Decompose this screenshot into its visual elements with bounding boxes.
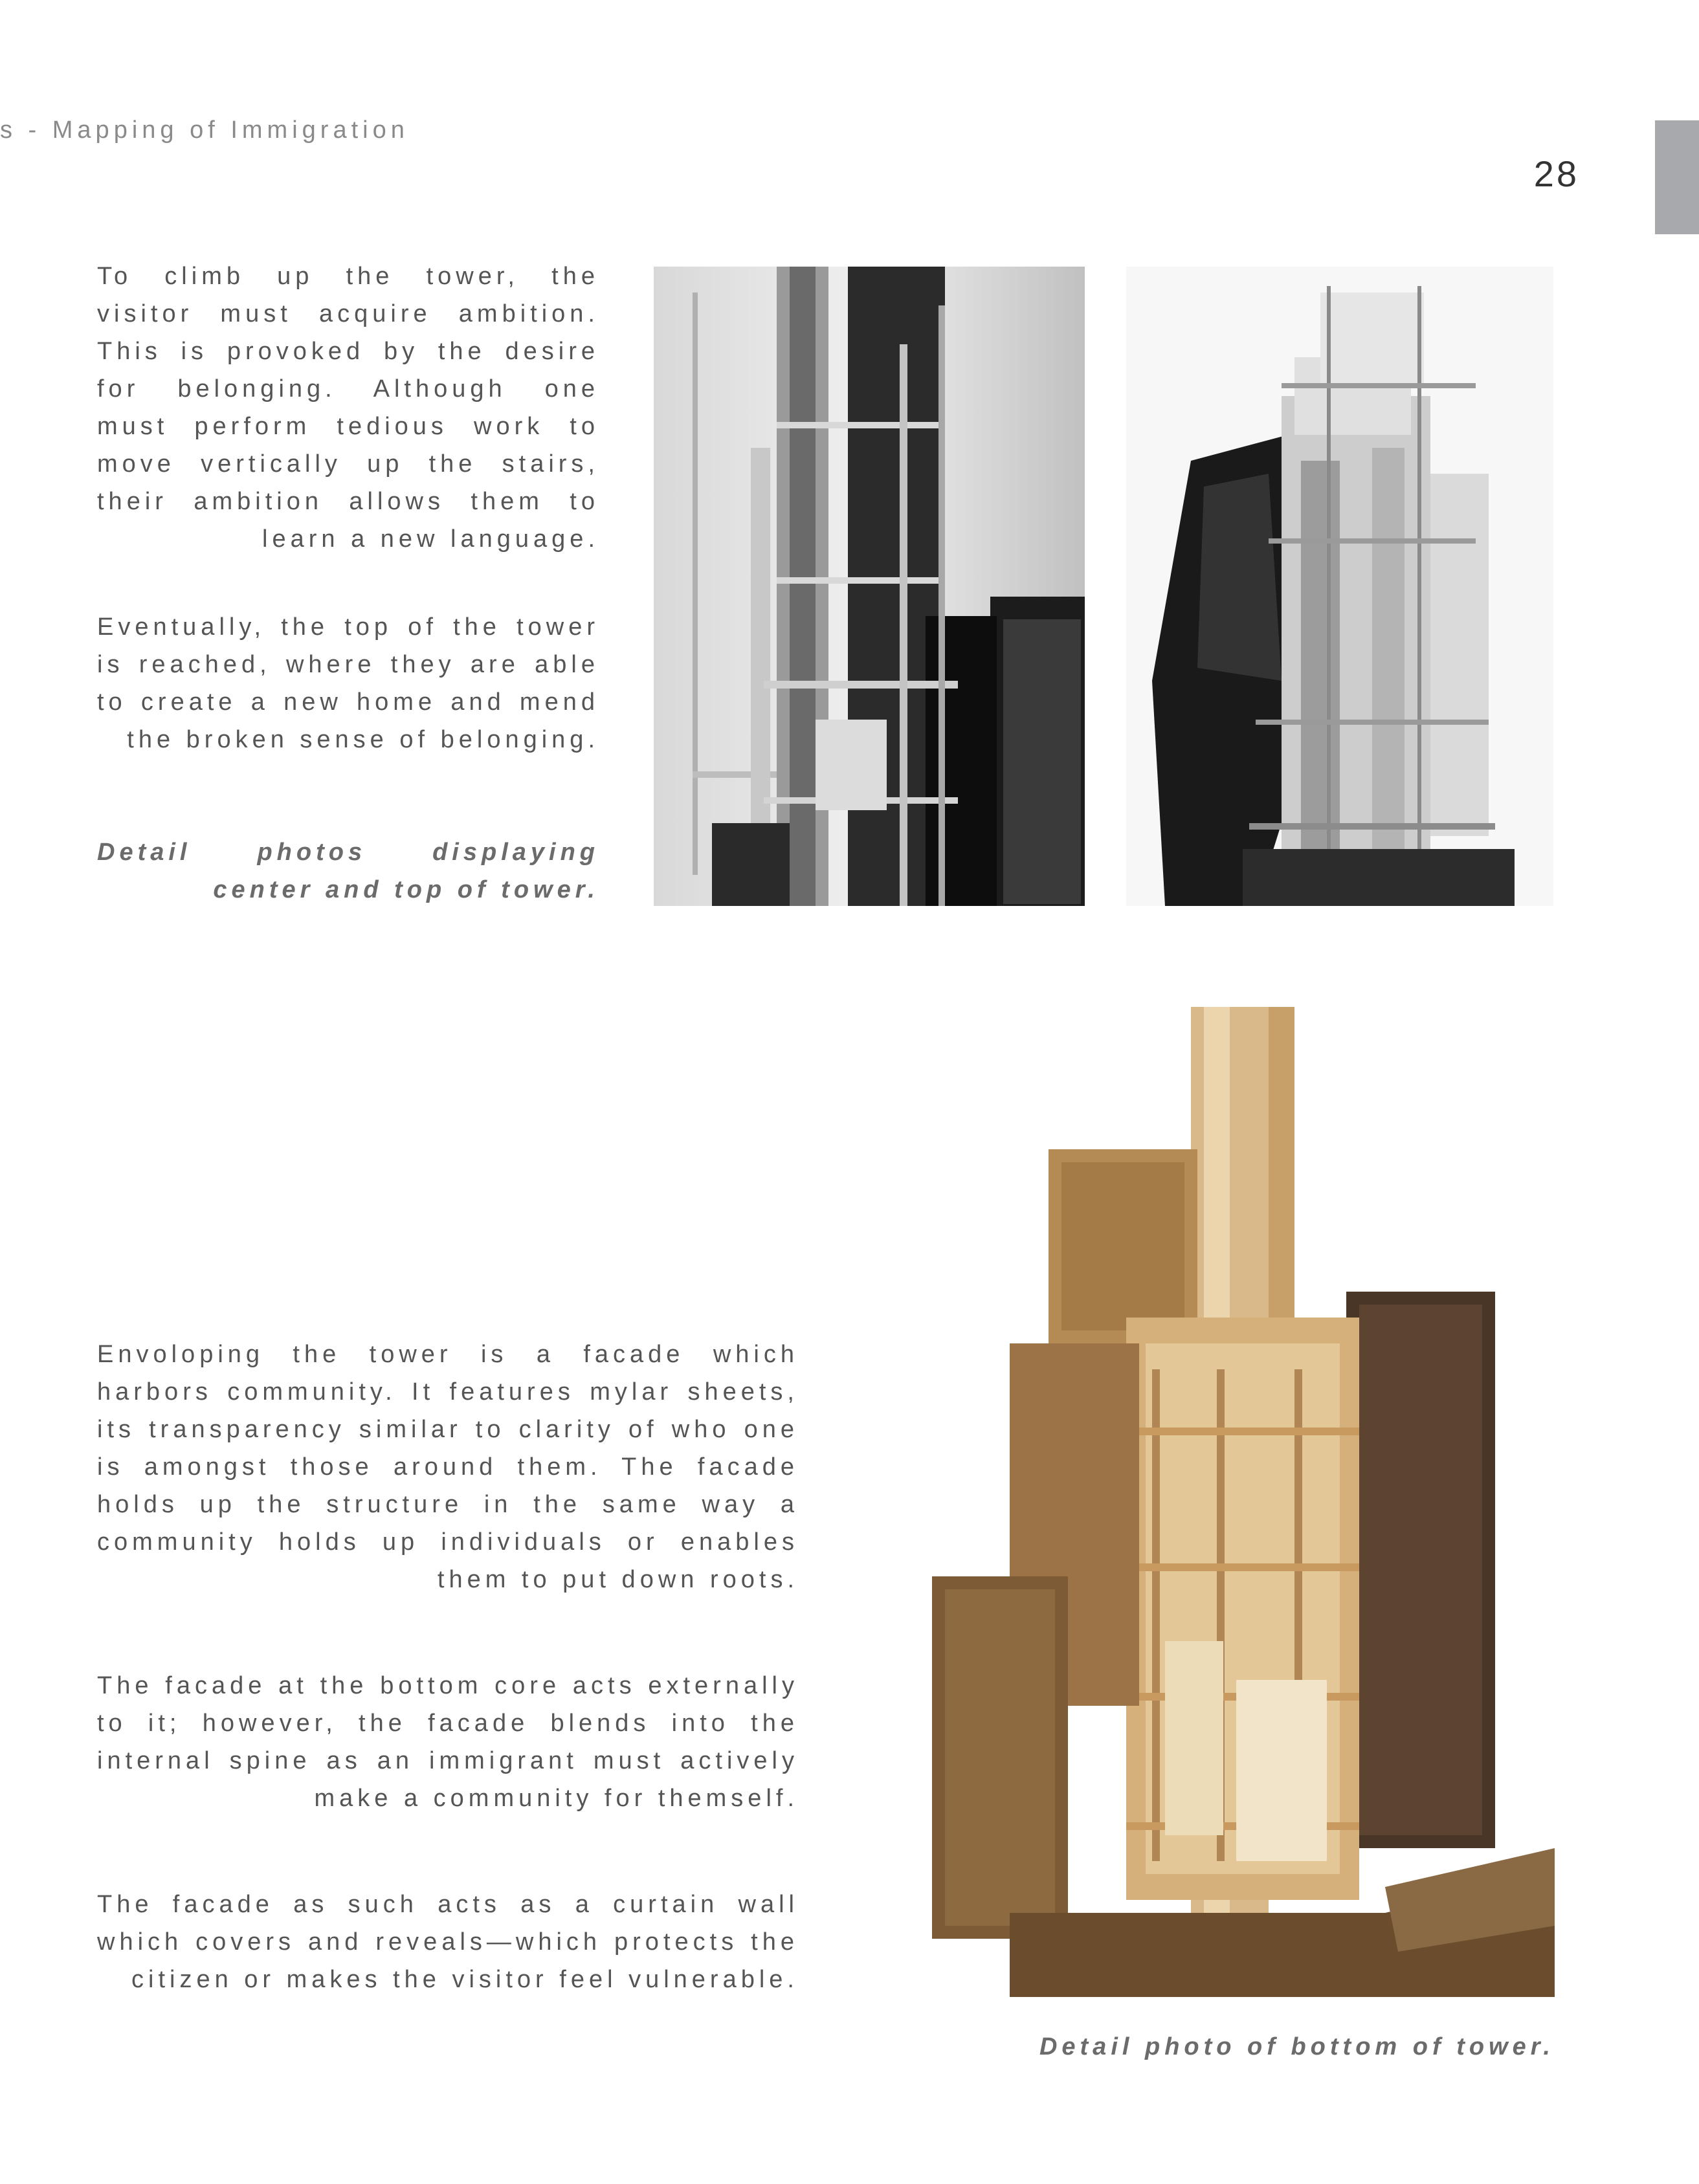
bottom-paragraph-1: Envoloping the tower is a facade which harbors community. It features mylar sheets, its transparency similar to clarity of who one is amongst those around them. The facade holds up the structure in the same way a community holds up individuals or enables them to put down roots. xyxy=(97,1341,799,1593)
running-header-title: s - Mapping of Immigration xyxy=(0,116,409,144)
top-photo-caption: Detail photos displaying center and top of tower. xyxy=(97,839,599,903)
page-number: 28 xyxy=(1533,153,1579,194)
bottom-photo-caption: Detail photo of bottom of tower. xyxy=(1039,2033,1555,2060)
top-paragraph-1: To climb up the tower, the visitor must acquire ambition. This is provoked by the desire for belonging. Although one must perform tedious work to move vertically up the stairs, their ambition allows them to learn a new language. xyxy=(97,263,599,553)
tower-top-detail-photo xyxy=(1126,267,1553,906)
tower-bottom-detail-photo xyxy=(932,1007,1555,1997)
page-tab-marker xyxy=(1655,120,1699,234)
top-paragraph-2: Eventually, the top of the tower is reached, where they are able to create a new home and mend the broken sense of belonging. xyxy=(97,613,599,753)
bottom-paragraph-2: The facade at the bottom core acts externally to it; however, the facade blends into the internal spine as an immigrant must actively make a community for themself. xyxy=(97,1672,799,1812)
bottom-paragraph-3: The facade as such acts as a curtain wall which covers and reveals—which protects the citizen or makes the visitor feel vulnerable. xyxy=(97,1891,799,1993)
tower-center-detail-photo xyxy=(654,267,1085,906)
